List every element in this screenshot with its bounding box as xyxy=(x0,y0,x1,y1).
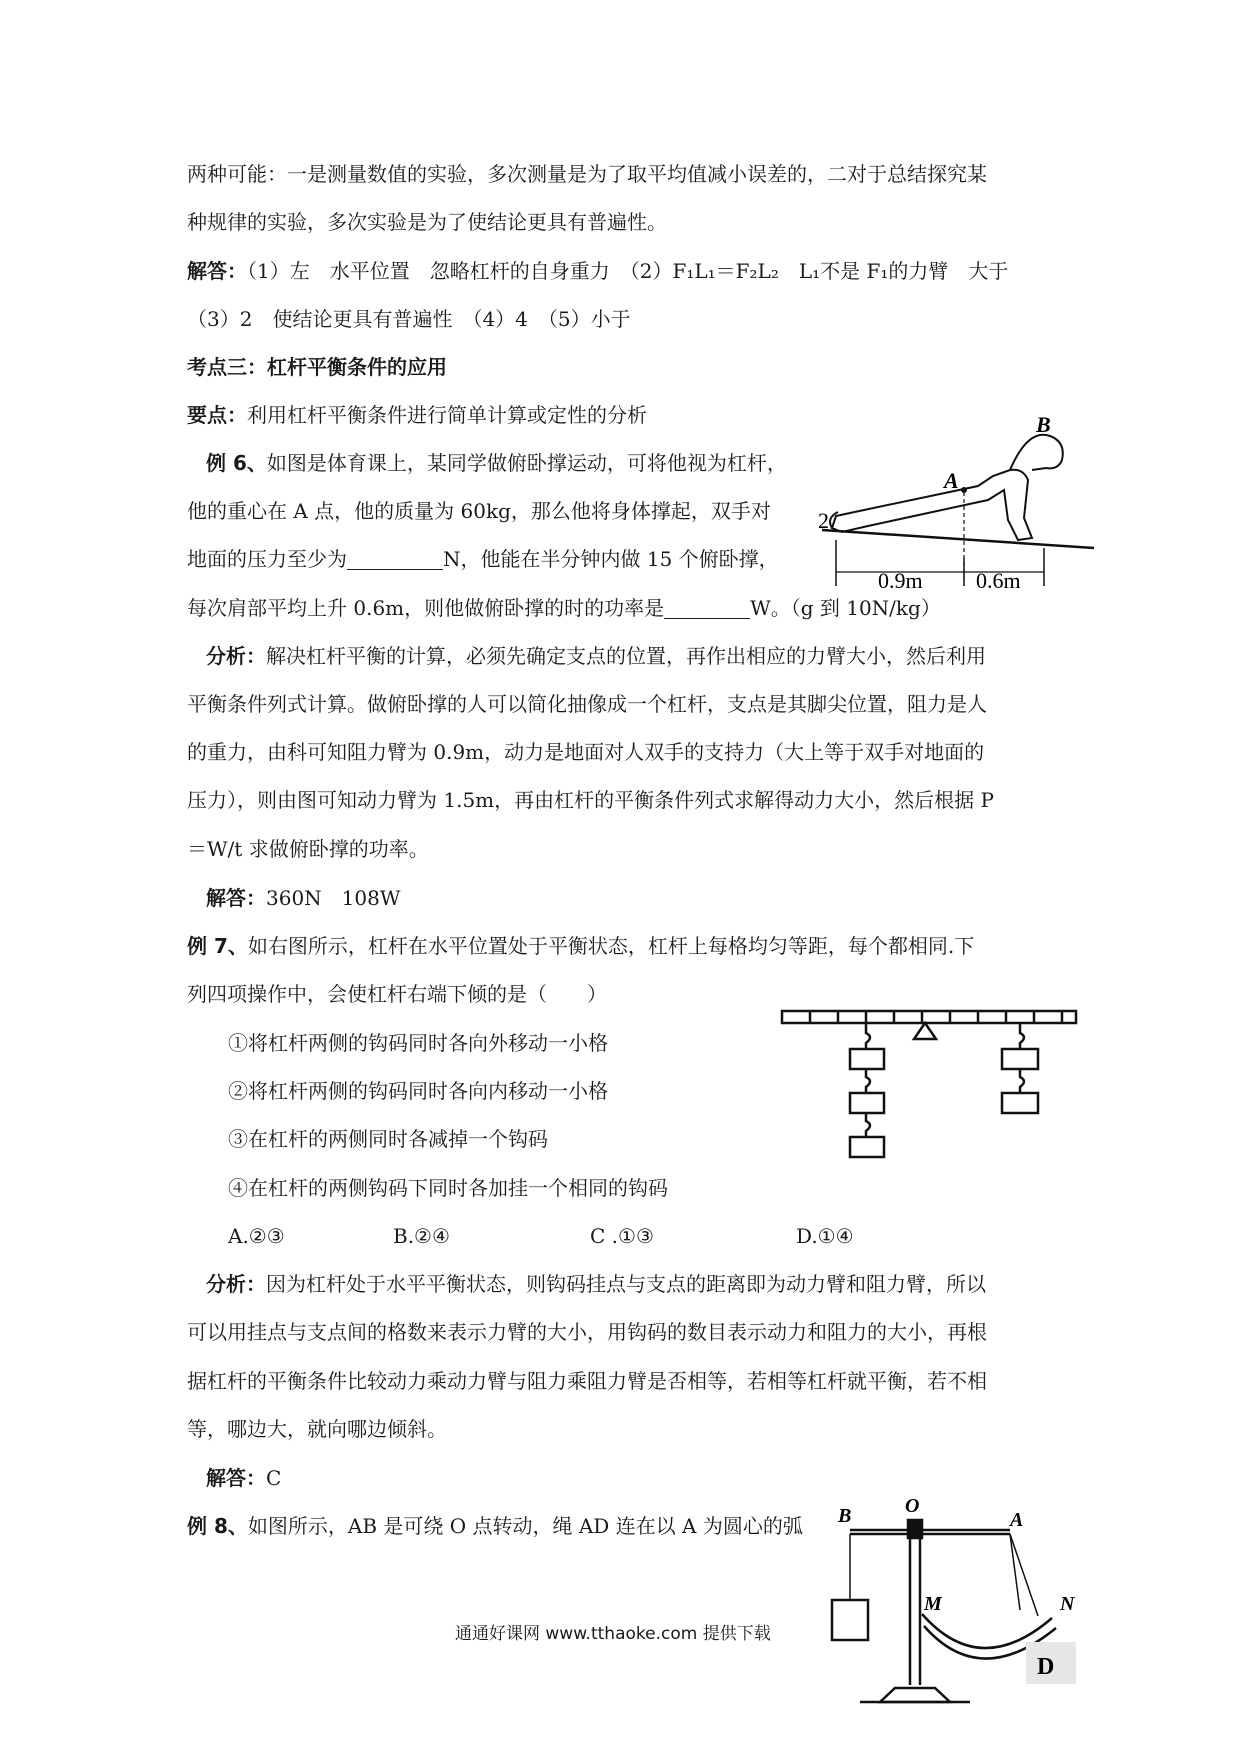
ex7-analysis-line-2: 可以用挂点与支点间的格数来表示力臂的大小，用钩码的数目表示动力和阻力的大小，再根 xyxy=(187,1320,987,1344)
arc-lever-figure xyxy=(820,1490,1090,1715)
ex6-text-3a: 地面的压力至少为 xyxy=(187,547,347,571)
ex7-analysis-line-3: 据杠杆的平衡条件比较动力乘动力臂与阻力乘阻力臂是否相等，若相等杠杆就平衡，若不相 xyxy=(187,1369,987,1393)
label-a: A xyxy=(1010,1509,1024,1531)
label-fulcrum: 2 xyxy=(818,508,829,533)
ex6-analysis-line-2: 平衡条件列式计算。做俯卧撑的人可以简化抽像成一个杠杆，支点是其脚尖位置，阻力是人 xyxy=(187,692,987,716)
rope-ad xyxy=(1010,1534,1038,1616)
option-b: B.②④ xyxy=(393,1224,450,1248)
ex6-text-3b: N，他能在半分钟内做 15 个俯卧撑， xyxy=(443,547,779,571)
ex7-analysis-text-1: 因为杠杆处于水平平衡状态，则钩码挂点与支点的距离即为动力臂和阻力臂，所以 xyxy=(266,1272,986,1296)
ex6-text-4b: W。（g 到 10N/kg） xyxy=(750,596,941,620)
option-d: D.①④ xyxy=(796,1224,854,1248)
ex6-answer-text: 360N 108W xyxy=(266,886,401,910)
prev-answer-line-1 xyxy=(187,257,1008,285)
label-d: D xyxy=(1037,1654,1055,1680)
lever-bar xyxy=(782,1011,1076,1023)
keypoint-line xyxy=(187,401,647,429)
ex6-analysis-line-3: 的重力，由科可知阻力臂为 0.9m，动力是地面对人双手的支持力（大上等于双手对地面的 xyxy=(187,740,985,764)
weight-left-1 xyxy=(850,1049,884,1069)
ex7-line-1 xyxy=(187,932,974,960)
ground-line xyxy=(822,530,1094,548)
person-head xyxy=(1010,435,1063,470)
label-o: O xyxy=(905,1495,920,1517)
ex8-text-1: 如图所示，AB 是可绕 O 点转动，绳 AD 连在以 A 为圆心的弧 xyxy=(247,1514,803,1538)
label-n: N xyxy=(1060,1593,1075,1615)
analysis-label: 分析： xyxy=(206,1272,266,1296)
ex7-label: 例 7、 xyxy=(187,934,248,958)
option-c: C .①③ xyxy=(590,1224,654,1248)
hook-right xyxy=(1020,1023,1024,1049)
footer-download-note: 通通好课网 www.tthaoke.com 提供下载 xyxy=(455,1624,771,1644)
intro-line-1: 两种可能：一是测量数值的实验，多次测量是为了取平均值减小误差的，二对于总结探究某 xyxy=(187,162,987,186)
ex8-line-1 xyxy=(187,1512,803,1540)
ex7-item-4: ④在杠杆的两侧钩码下同时各加挂一个相同的钩码 xyxy=(228,1176,668,1200)
lever-figure xyxy=(780,1005,1080,1190)
answer-label: 解答： xyxy=(206,886,266,910)
label-b: B xyxy=(838,1505,852,1527)
ex6-line-4 xyxy=(187,594,941,622)
answer-label: 解答： xyxy=(187,259,247,283)
ex7-answer-text: C xyxy=(266,1466,282,1490)
ex6-analysis-line-1 xyxy=(206,642,986,670)
ex7-text-1: 如右图所示，杠杆在水平位置处于平衡状态，杠杆上每格均匀等距，每个都相同.下 xyxy=(247,934,975,958)
analysis-label: 分析： xyxy=(206,644,266,668)
fulcrum xyxy=(914,1023,936,1039)
ex6-analysis-line-4: 压力），则由图可知动力臂为 1.5m，再由杠杆的平衡条件列式求解得动力大小，然后根据 P xyxy=(187,788,994,812)
prev-answer-line-2: （3）2 使结论更具有普遍性 （4）4 （5）小于 xyxy=(187,307,631,331)
ex6-text-4a: 每次肩部平均上升 0.6m，则他做俯卧撑的时的功率是 xyxy=(187,596,665,620)
ex6-text-1: 如图是体育课上，某同学做俯卧撑运动，可将他视为杠杆， xyxy=(266,451,787,475)
ex7-item-2: ②将杠杆两侧的钩码同时各向内移动一小格 xyxy=(228,1079,608,1103)
ex7-item-1: ①将杠杆两侧的钩码同时各向外移动一小格 xyxy=(228,1031,608,1055)
hanging-weight xyxy=(832,1600,868,1640)
ex6-line-2: 他的重心在 A 点，他的质量为 60kg，那么他将身体撑起，双手对 xyxy=(187,499,771,523)
answer-blank-force xyxy=(347,549,443,570)
intro-line-2: 种规律的实验，多次实验是为了使结论更具有普遍性。 xyxy=(187,210,667,234)
ex7-analysis-line-4: 等，哪边大，就向哪边倾斜。 xyxy=(187,1417,447,1441)
option-a: A.②③ xyxy=(228,1224,285,1248)
answer-blank-power xyxy=(664,598,750,619)
ex7-item-3: ③在杠杆的两侧同时各减掉一个钩码 xyxy=(228,1127,548,1151)
ex6-line-3 xyxy=(187,545,779,573)
ex6-answer-line xyxy=(206,884,400,912)
pushup-figure xyxy=(818,408,1098,593)
label-a: A xyxy=(944,468,959,493)
label-b: B xyxy=(1036,412,1051,437)
ex7-answer-line xyxy=(206,1464,281,1492)
weight-left-3 xyxy=(850,1137,884,1157)
dim-label-2: 0.6m xyxy=(976,568,1021,593)
ex7-line-2: 列四项操作中，会使杠杆右端下倾的是（ ） xyxy=(187,982,607,1006)
person-body xyxy=(832,470,1032,540)
hook-left xyxy=(866,1023,870,1049)
ex8-label: 例 8、 xyxy=(187,1514,248,1538)
prev-answer-text-1: （1）左 水平位置 忽略杠杆的自身重力 （2）F₁L₁＝F₂L₂ L₁不是 F₁的力臂 大于 xyxy=(247,259,1009,283)
weight-right-1 xyxy=(1002,1049,1038,1069)
section-heading: 考点三：杠杆平衡条件的应用 xyxy=(187,355,447,379)
pivot-o xyxy=(908,1520,922,1538)
keypoint-label: 要点： xyxy=(187,403,247,427)
ex6-analysis-text-1: 解决杠杆平衡的计算，必须先确定支点的位置，再作出相应的力臂大小，然后利用 xyxy=(266,644,986,668)
weight-left-2 xyxy=(850,1093,884,1113)
label-m: M xyxy=(924,1593,942,1615)
stand-base xyxy=(880,1688,950,1702)
keypoint-text: 利用杠杆平衡条件进行简单计算或定性的分析 xyxy=(247,403,647,427)
dim-label-1: 0.9m xyxy=(878,568,923,593)
ex6-analysis-line-5: ＝W/t 求做俯卧撑的功率。 xyxy=(187,837,429,861)
answer-label: 解答： xyxy=(206,1466,266,1490)
ex6-line-1 xyxy=(206,449,787,477)
ex6-label: 例 6、 xyxy=(206,451,267,475)
weight-right-2 xyxy=(1002,1093,1038,1113)
ex7-analysis-line-1 xyxy=(206,1270,986,1298)
